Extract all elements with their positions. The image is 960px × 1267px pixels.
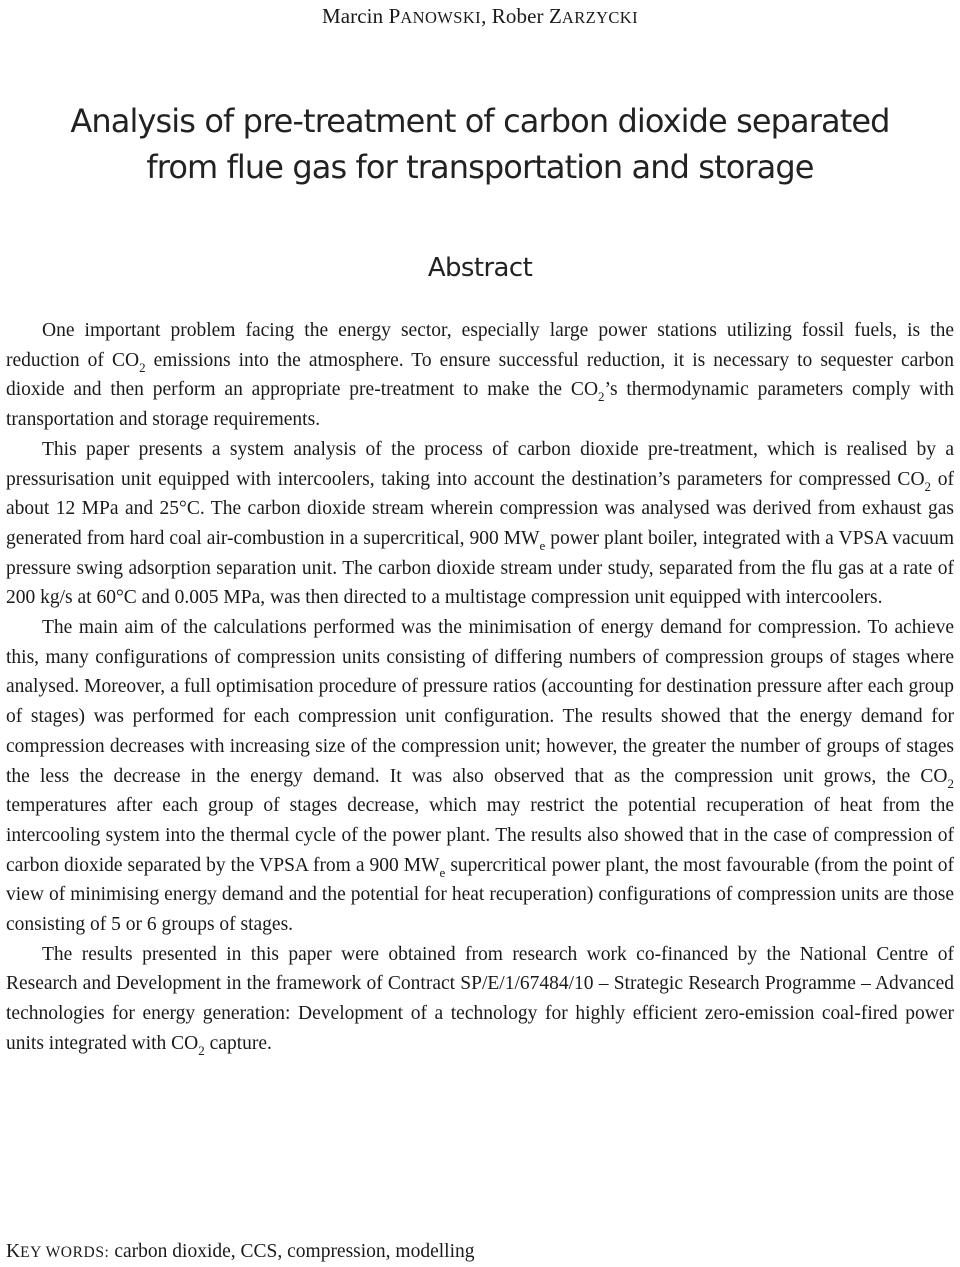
subscript: 2	[198, 1042, 205, 1058]
keywords-label-initial: K	[6, 1241, 21, 1262]
keywords-values: carbon dioxide, CCS, compression, modelling	[109, 1241, 475, 1262]
subscript: e	[539, 537, 546, 553]
abstract-paragraph-1	[6, 316, 954, 435]
text-run: of about 12 MPa and 25°C. The carbon dioxide stream wherein compression was analysed was derived from exhaust gas generated from hard coal air-combustion in a supercritical, 900 MW	[6, 468, 954, 549]
text-run: The results presented in this paper were obtained from research work co-financed by the National Centre of Research and Development in the framework of Contract SP/E/1/67484/10 – Strategic Research Programme – Advanced technologies for energy generation: Development of a technology for highly efficient zero-emission coal-fired power units integrated with CO	[6, 943, 954, 1054]
keywords-label-rest: EY WORDS:	[20, 1244, 110, 1261]
title-line-1: Analysis of pre-treatment of carbon dioxide separated	[70, 102, 890, 140]
author-surname-initial: P	[388, 4, 401, 28]
subscript: 2	[947, 775, 954, 791]
text-run: ’s thermodynamic parameters comply with transportation and storage requirements.	[6, 379, 954, 431]
abstract-paragraph-3	[6, 613, 954, 940]
author-surname-rest: ANOWSKI	[400, 8, 482, 27]
text-run: temperatures after each group of stages decrease, which may restrict the potential recuperation of heat from the intercooling system into the thermal cycle of the power plant. The results also showed that in the case of compression of carbon dioxide separated by the VPSA from a 900 MW	[6, 795, 954, 876]
subscript: 2	[598, 389, 605, 405]
title-line-2: from flue gas for transportation and storage	[146, 148, 814, 186]
author-first-name: Rober	[491, 4, 549, 28]
text-run: emissions into the atmosphere. To ensure successful reduction, it is necessary to sequester carbon dioxide and then perform an appropriate pre-treatment to make the CO	[6, 349, 954, 401]
text-run: supercritical power plant, the most favourable (from the point of view of minimising energy demand and the potential for heat recuperation) configurations of compression units are those consisting of 5 or 6 groups of stages.	[6, 854, 955, 936]
subscript: 2	[139, 359, 146, 375]
paper-title	[20, 98, 940, 190]
author-surname-rest: ARZYCKI	[561, 8, 639, 27]
text-run: capture.	[204, 1032, 272, 1054]
author-surname-initial: Z	[548, 4, 562, 28]
author-separator: ,	[481, 4, 492, 28]
text-run: The main aim of the calculations performed was the minimisation of energy demand for compression. To achieve this, many configurations of compression units consisting of differing numbers of compression groups of stages where analysed. Moreover, a full optimisation procedure of pressure ratios (accounting for destination pressure after each group of stages) was performed for each compression unit configuration. The results showed that the energy demand for compression decreases with increasing size of the compression unit; however, the greater the number of groups of stages the less the decrease in the energy demand. It was also observed that as the compression unit grows, the CO	[6, 617, 954, 787]
text-run: One important problem facing the energy sector, especially large power stations utilizing fossil fuels, is the reduction of CO	[6, 320, 954, 371]
subscript: e	[439, 864, 446, 880]
abstract-body	[6, 316, 954, 1059]
abstract-paragraph-2	[6, 435, 954, 613]
abstract-heading: Abstract	[427, 253, 533, 283]
author-line	[0, 2, 960, 32]
subscript: 2	[924, 478, 932, 494]
text-run: This paper presents a system analysis of the process of carbon dioxide pre-treatment, which is realised by a pressurisation unit equipped with intercoolers, taking into account the destination’s parameters for compressed CO	[6, 438, 954, 490]
text-run: power plant boiler, integrated with a VPSA vacuum pressure swing adsorption separation unit. The carbon dioxide stream under study, separated from the flu gas at a rate of 200 kg/s at 60°C and 0.005 MPa, was then directed to a multistage compression unit equipped with intercoolers.	[6, 527, 954, 609]
abstract-paragraph-4	[6, 940, 954, 1059]
author-first-name: Marcin	[321, 4, 389, 28]
keywords-line	[6, 1238, 954, 1267]
